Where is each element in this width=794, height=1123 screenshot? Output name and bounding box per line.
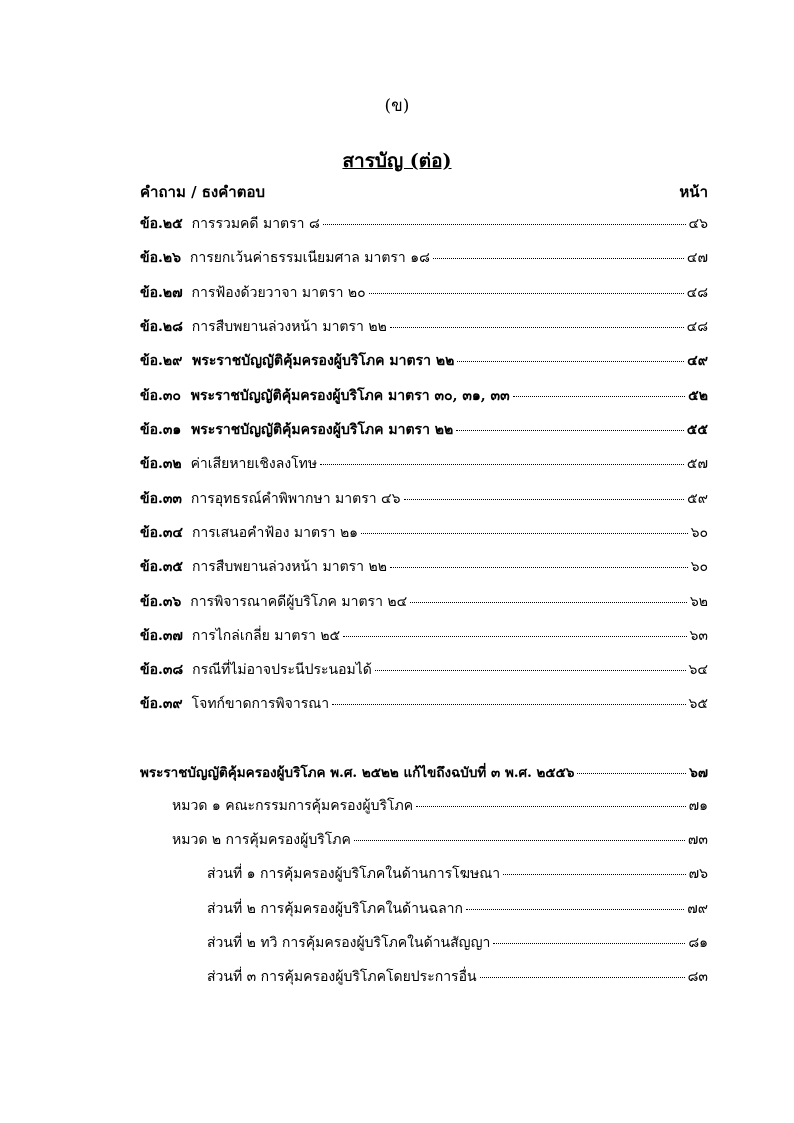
toc-entry <box>140 453 708 473</box>
entry-text: พระราชบัญญัติคุ้มครองผู้บริโภค มาตรา ๒๒ <box>191 422 454 438</box>
entry-page: ๔๗ <box>686 250 708 266</box>
toc-entry <box>140 488 708 508</box>
toc-entry <box>140 556 708 576</box>
section-page: ๘๓ <box>687 969 708 985</box>
entry-page: ๕๒ <box>688 388 708 404</box>
toc-title <box>0 146 794 176</box>
leader-dots <box>361 533 687 534</box>
chapter-page: ๗๑ <box>688 798 708 814</box>
leader-dots <box>493 943 685 944</box>
entry-number: ข้อ.๒๗ <box>140 285 183 301</box>
entry-number: ข้อ.๒๙ <box>140 353 183 369</box>
section-text: ส่วนที่ ๑ การคุ้มครองผู้บริโภคในด้านการโฆษณา <box>207 866 501 882</box>
entry-page: ๖๓ <box>689 628 708 644</box>
entry-page: ๕๙ <box>687 491 708 507</box>
leader-dots <box>466 909 684 910</box>
entry-page: ๔๖ <box>688 216 708 232</box>
entry-number: ข้อ.๒๘ <box>140 319 183 335</box>
leader-dots <box>433 258 684 259</box>
toc-entry <box>140 625 708 645</box>
entry-text: กรณีที่ไม่อาจประนีประนอมได้ <box>192 662 372 678</box>
section-page: ๗๙ <box>687 901 708 917</box>
leader-dots <box>323 224 686 225</box>
leader-dots <box>369 293 684 294</box>
section-text: ส่วนที่ ๓ การคุ้มครองผู้บริโภคโดยประการอื่น <box>207 969 477 985</box>
entry-number: ข้อ.๒๕ <box>140 216 183 232</box>
section-page: ๗๖ <box>688 866 708 882</box>
toc-entry <box>140 350 708 370</box>
toc-entry <box>140 693 708 713</box>
entry-number: ข้อ.๓๒ <box>140 456 182 472</box>
chapter-text: หมวด ๒ การคุ้มครองผู้บริโภค <box>172 832 351 848</box>
entry-number: ข้อ.๓๖ <box>140 594 182 610</box>
leader-dots <box>332 704 685 705</box>
act-text: พระราชบัญญัติคุ้มครองผู้บริโภค พ.ศ. ๒๕๒๒ แก้ไขถึงฉบับที่ ๓ พ.ศ. ๒๕๕๖ <box>140 765 575 781</box>
leader-dots <box>354 840 685 841</box>
toc-entry <box>140 591 708 611</box>
leader-dots <box>457 361 684 362</box>
column-header-page: หน้า <box>679 183 708 201</box>
entry-page: ๖๐ <box>690 559 708 575</box>
leader-dots <box>480 977 685 978</box>
entry-text: พระราชบัญญัติคุ้มครองผู้บริโภค มาตรา ๓๐, ๓๑, ๓๓ <box>190 388 510 404</box>
section-page: ๘๑ <box>688 935 708 951</box>
entry-page: ๔๙ <box>687 353 708 369</box>
page-number: (ข) <box>384 96 410 116</box>
entry-page: ๕๗ <box>686 456 708 472</box>
entry-text: การยกเว้นค่าธรรมเนียมศาล มาตรา ๑๘ <box>189 250 430 266</box>
leader-dots <box>320 464 684 465</box>
entry-text: การสืบพยานล่วงหน้า มาตรา ๒๒ <box>191 319 387 335</box>
entry-page: ๖๕ <box>688 696 708 712</box>
toc-entry <box>140 247 708 267</box>
toc-entry <box>140 385 708 405</box>
entry-number: ข้อ.๓๗ <box>140 628 183 644</box>
chapter-page: ๗๓ <box>687 832 708 848</box>
leader-dots <box>416 806 685 807</box>
entry-text: การไกล่เกลี่ย มาตรา ๒๕ <box>191 628 341 644</box>
leader-dots <box>390 567 688 568</box>
toc-entry <box>140 213 708 233</box>
entry-text: การฟ้องด้วยวาจา มาตรา ๒๐ <box>191 285 366 301</box>
toc-act-entry <box>140 761 708 781</box>
toc-section-entry <box>207 932 708 952</box>
entry-number: ข้อ.๓๓ <box>140 491 182 507</box>
toc-chapter-entry <box>172 795 708 815</box>
entry-text: โจทก์ขาดการพิจารณา <box>191 696 330 712</box>
entry-text: การพิจารณาคดีผู้บริโภค มาตรา ๒๔ <box>190 594 408 610</box>
leader-dots <box>375 670 686 671</box>
leader-dots <box>390 327 684 328</box>
entry-number: ข้อ.๓๑ <box>140 422 182 438</box>
entry-text: ค่าเสียหายเชิงลงโทษ <box>190 456 318 472</box>
toc-entry <box>140 522 708 542</box>
toc-title-text: สารบัญ (ต่อ) <box>342 150 452 172</box>
entry-number: ข้อ.๓๕ <box>140 559 184 575</box>
entry-page: ๕๕ <box>686 422 708 438</box>
leader-dots <box>503 874 686 875</box>
entry-text: การสืบพยานล่วงหน้า มาตรา ๒๒ <box>191 559 387 575</box>
leader-dots <box>410 602 687 603</box>
entry-number: ข้อ.๓๘ <box>140 662 184 678</box>
leader-dots <box>577 773 686 774</box>
act-page: ๖๗ <box>689 765 708 781</box>
chapter-text: หมวด ๑ คณะกรรมการคุ้มครองผู้บริโภค <box>172 798 414 814</box>
entry-text: การเสนอคำฟ้อง มาตรา ๒๑ <box>191 525 359 541</box>
entry-page: ๖๒ <box>689 594 708 610</box>
leader-dots <box>456 430 684 431</box>
leader-dots <box>404 499 685 500</box>
toc-section-entry <box>207 898 708 918</box>
toc-entry <box>140 316 708 336</box>
entry-page: ๔๘ <box>686 285 708 301</box>
leader-dots <box>343 636 686 637</box>
entry-text: การรวมคดี มาตรา ๘ <box>191 216 320 232</box>
entry-number: ข้อ.๓๔ <box>140 525 184 541</box>
entry-number: ข้อ.๒๖ <box>140 250 181 266</box>
entry-page: ๖๐ <box>690 525 708 541</box>
entry-number: ข้อ.๓๙ <box>140 696 183 712</box>
entry-page: ๔๘ <box>686 319 708 335</box>
section-text: ส่วนที่ ๒ การคุ้มครองผู้บริโภคในด้านฉลาก <box>207 901 464 917</box>
leader-dots <box>513 396 686 397</box>
entry-text: พระราชบัญญัติคุ้มครองผู้บริโภค มาตรา ๒๒ <box>192 353 455 369</box>
toc-chapter-entry <box>172 829 708 849</box>
section-text: ส่วนที่ ๒ ทวิ การคุ้มครองผู้บริโภคในด้านสัญญา <box>207 935 491 951</box>
column-header-question: คำถาม / ธงคำตอบ <box>140 183 265 201</box>
toc-entry <box>140 659 708 679</box>
toc-section-entry <box>207 966 708 986</box>
toc-section-entry <box>207 863 708 883</box>
toc-entry <box>140 282 708 302</box>
entry-number: ข้อ.๓๐ <box>140 388 181 404</box>
entry-page: ๖๔ <box>688 662 708 678</box>
entry-text: การอุทธรณ์คำพิพากษา มาตรา ๔๖ <box>190 491 401 507</box>
toc-entry <box>140 419 708 439</box>
